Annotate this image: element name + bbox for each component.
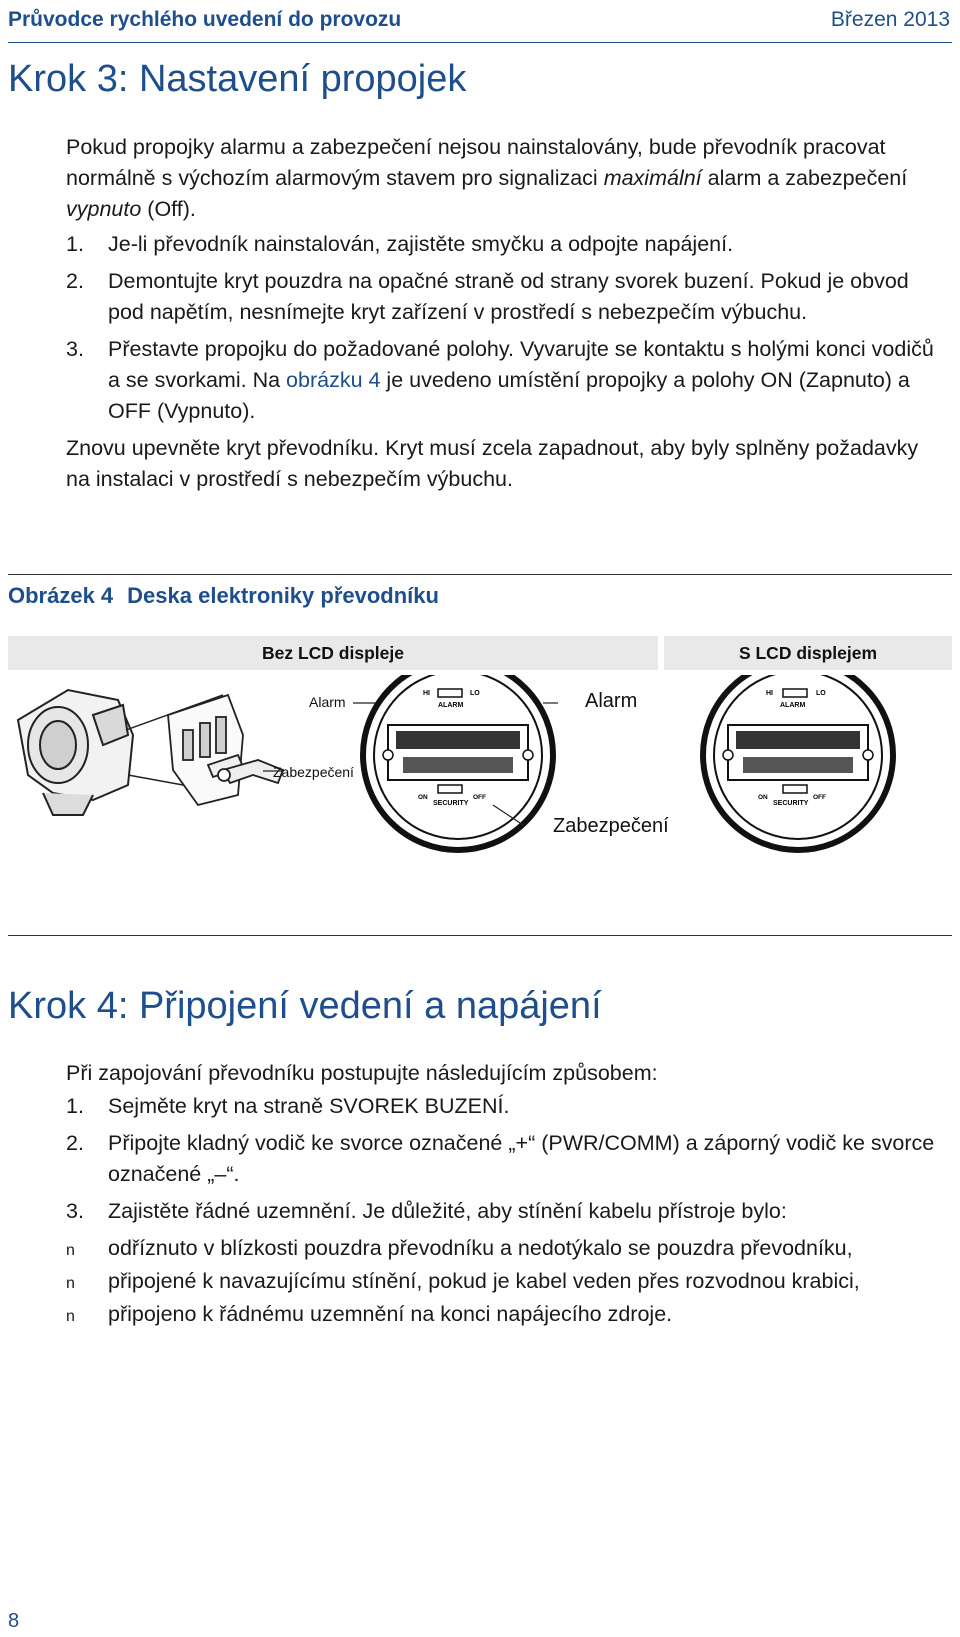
board2-alarm: ALARM — [780, 702, 806, 709]
intro-italic-2: vypnuto — [66, 197, 142, 221]
item-number: 1. — [66, 232, 84, 256]
figure-4-link[interactable]: obrázku 4 — [286, 368, 381, 392]
figure-label: Obrázek 4 — [8, 583, 114, 608]
item-text: Zajistěte řádné uzemnění. Je důležité, aby stínění kabelu přístroje bylo: — [108, 1199, 787, 1223]
intro-text-a: Pokud propojky alarmu a zabezpečení nejsou nainstalovány, bude převodník pracovat normálně s výchozím alarmovým stavem pro signalizaci — [66, 135, 886, 190]
list-item — [66, 334, 946, 427]
item-number: 3. — [66, 1199, 84, 1223]
board2-on: ON — [758, 794, 768, 801]
electronics-board-diagram — [8, 675, 952, 905]
bullet-marker: n — [66, 1275, 75, 1292]
board2-security: SECURITY — [773, 800, 809, 807]
step4-intro: Při zapojování převodníku postupujte následujícím způsobem: — [66, 1061, 658, 1085]
board1-off: OFF — [473, 794, 486, 801]
item-text: Demontujte kryt pouzdra na opačné straně od strany svorek buzení. Pokud je obvod pod napětím, nesnímejte kryt zařízení v prostředí s nebezpečím výbuchu. — [108, 269, 909, 324]
board2-hi: HI — [766, 690, 773, 697]
list-item — [66, 229, 946, 260]
step4-list — [66, 1091, 946, 1227]
page-number: 8 — [8, 1610, 20, 1632]
item-text: Sejměte kryt na straně SVOREK BUZENÍ. — [108, 1094, 510, 1118]
item-number: 3. — [66, 337, 84, 361]
board1-alarm: ALARM — [438, 702, 464, 709]
board2-off: OFF — [813, 794, 826, 801]
bullet-text: připojené k navazujícímu stínění, pokud je kabel veden přes rozvodnou krabici, — [108, 1269, 860, 1293]
item-number: 1. — [66, 1094, 84, 1118]
document-title: Průvodce rychlého uvedení do provozu — [8, 8, 402, 31]
step3-list — [66, 229, 946, 427]
figure-bottom-rule — [8, 935, 952, 936]
item-number: 2. — [66, 1131, 84, 1155]
column-header-with-lcd: S LCD displejem — [664, 636, 952, 670]
bullet-marker: n — [66, 1308, 75, 1325]
figure-title: Deska elektroniky převodníku — [127, 583, 439, 608]
callout-security-large: Zabezpečení — [553, 815, 669, 837]
board1-lo: LO — [470, 690, 480, 697]
item-text: Je-li převodník nainstalován, zajistěte smyčku a odpojte napájení. — [108, 232, 734, 256]
bullet-text: odříznuto v blízkosti pouzdra převodníku a nedotýkalo se pouzdra převodníku, — [108, 1236, 853, 1260]
step3-intro — [66, 132, 946, 225]
board1-security: SECURITY — [433, 800, 469, 807]
list-item — [66, 1091, 946, 1122]
figure-top-rule — [8, 574, 952, 575]
intro-text-b: alarm a zabezpečení — [701, 166, 908, 190]
transmitter-housing-icon — [18, 690, 133, 815]
board-with-lcd — [703, 675, 893, 850]
step3-heading: Krok 3: Nastavení propojek — [8, 58, 467, 100]
column-header-without-lcd: Bez LCD displeje — [8, 636, 658, 670]
jumper-module-detail — [168, 695, 243, 805]
callout-alarm-large: Alarm — [585, 690, 638, 712]
callout-alarm-small: Alarm — [309, 694, 346, 710]
board-without-lcd — [363, 675, 553, 850]
step3-body — [66, 132, 946, 495]
item-text: Připojte kladný vodič ke svorce označené „+“ (PWR/COMM) a záporný vodič ke svorce označené „–“. — [108, 1131, 935, 1186]
step4-body — [66, 1058, 946, 1332]
item-text-b: je uvedeno umístění propojky a polohy ON (Zapnuto) a OFF (Vypnuto). — [108, 368, 910, 423]
bullet-item — [66, 1266, 946, 1297]
bullet-item — [66, 1299, 946, 1330]
shield-bullets — [66, 1233, 946, 1330]
board1-hi: HI — [423, 690, 430, 697]
callout-security-small: Zabezpečení — [273, 764, 354, 780]
bullet-item — [66, 1233, 946, 1264]
step4-heading: Krok 4: Připojení vedení a napájení — [8, 985, 602, 1027]
list-item — [66, 266, 946, 328]
header-rule — [8, 42, 952, 43]
item-number: 2. — [66, 269, 84, 293]
intro-text-c: (Off). — [141, 197, 196, 221]
list-item — [66, 1196, 946, 1227]
bullet-text: připojeno k řádnému uzemnění na konci napájecího zdroje. — [108, 1302, 673, 1326]
document-date: Březen 2013 — [830, 8, 950, 31]
board2-lo: LO — [816, 690, 826, 697]
bullet-marker: n — [66, 1242, 75, 1259]
diagram-svg — [8, 675, 952, 905]
board1-on: ON — [418, 794, 428, 801]
figure-caption — [8, 583, 439, 609]
item-text-a: Přestavte propojku do požadované polohy. Vyvarujte se kontaktu s holými konci vodičů a se svorkami. Na — [108, 337, 934, 392]
intro-italic-1: maximální — [603, 166, 702, 190]
step3-outro: Znovu upevněte kryt převodníku. Kryt musí zcela zapadnout, aby byly splněny požadavky na instalaci v prostředí s nebezpečím výbuchu. — [66, 436, 919, 491]
list-item — [66, 1128, 946, 1190]
